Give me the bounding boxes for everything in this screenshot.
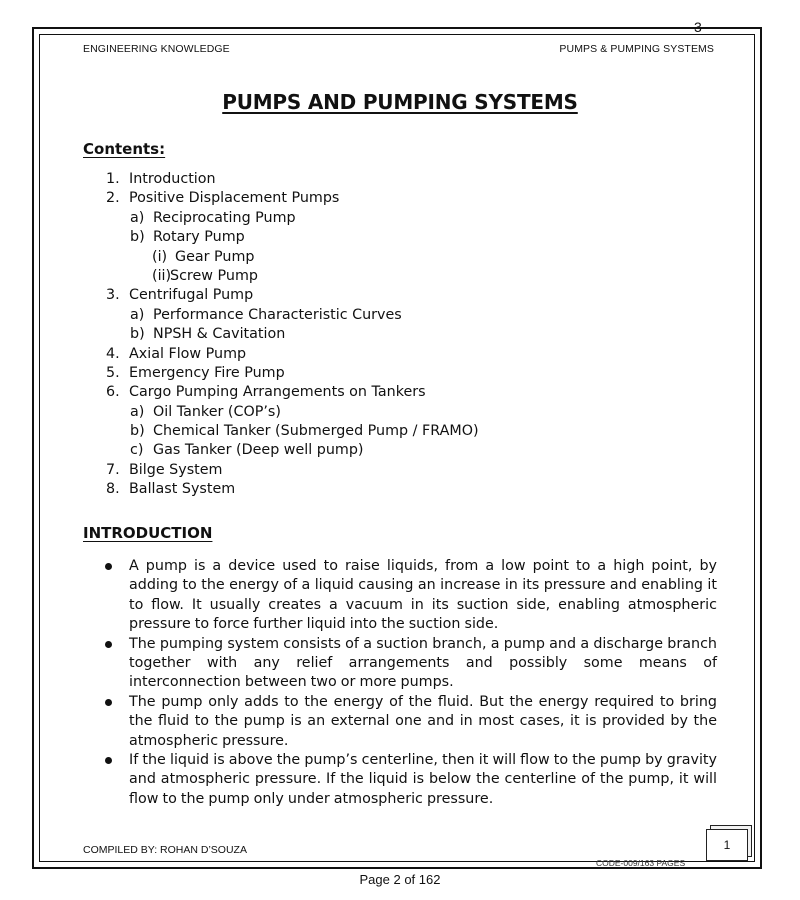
bullet-icon xyxy=(105,563,112,570)
document-code: CODE-009/163 PAGES xyxy=(596,858,686,868)
toc-item-number: 1. xyxy=(106,171,120,187)
toc-item xyxy=(0,345,800,364)
toc-subitem xyxy=(0,306,800,325)
toc-subsubitem xyxy=(0,267,800,286)
corner-page-number: 3 xyxy=(694,19,702,35)
toc-item-text: Positive Displacement Pumps xyxy=(129,190,340,207)
introduction-heading: INTRODUCTION xyxy=(83,524,213,542)
toc-item-text: Gas Tanker (Deep well pump) xyxy=(153,442,364,459)
header-left: ENGINEERING KNOWLEDGE xyxy=(83,43,230,55)
toc-item-text: Bilge System xyxy=(129,461,223,478)
bullet-item xyxy=(0,635,717,693)
toc-item-text: Screw Pump xyxy=(170,267,258,284)
toc-item-number: 8. xyxy=(106,481,120,498)
toc-item xyxy=(0,461,800,480)
page-number-box xyxy=(706,825,752,859)
bullet-icon xyxy=(105,641,112,648)
toc-item-text: Rotary Pump xyxy=(153,229,245,246)
toc-item-number: a) xyxy=(130,403,145,420)
contents-heading: Contents: xyxy=(83,140,166,158)
toc-subsubitem xyxy=(0,248,800,267)
toc-item-number: (ii) xyxy=(152,267,172,284)
footer-compiled-by: COMPILED BY: ROHAN D’SOUZA xyxy=(83,844,247,856)
toc-item-number: a) xyxy=(130,209,145,226)
toc-item xyxy=(0,364,800,383)
toc-item-text: Chemical Tanker (Submerged Pump / FRAMO) xyxy=(153,423,479,440)
toc-item-number: 2. xyxy=(106,190,120,207)
toc-item-text: Introduction xyxy=(129,171,216,187)
toc-item-text: Reciprocating Pump xyxy=(153,209,296,226)
toc-item xyxy=(0,383,800,402)
toc-item-number: a) xyxy=(130,306,145,323)
toc-item-text: Performance Characteristic Curves xyxy=(153,306,402,323)
toc-item-text: Emergency Fire Pump xyxy=(129,364,285,381)
toc-item-text: Cargo Pumping Arrangements on Tankers xyxy=(129,384,426,401)
document-title: PUMPS AND PUMPING SYSTEMS xyxy=(222,90,578,114)
toc-subitem xyxy=(0,228,800,247)
toc-item-text: Ballast System xyxy=(129,481,236,498)
toc-subitem xyxy=(0,209,800,228)
bullet-icon xyxy=(105,699,112,706)
bullet-text: If the liquid is above the pump’s centerline, then it will flow to the pump by gravity and atmospheric pressure. If the liquid is below the centerline of the pump, it will flow to the pump only under atmospheric pressure. xyxy=(129,752,717,807)
toc-item-number: 3. xyxy=(106,287,120,304)
toc-item-number: 4. xyxy=(106,345,120,362)
toc-subitem xyxy=(0,325,800,344)
toc-item-text: Centrifugal Pump xyxy=(129,287,254,304)
toc-item-text: Axial Flow Pump xyxy=(129,345,247,362)
introduction-bullets xyxy=(0,557,800,809)
toc-item-number: 5. xyxy=(106,364,120,381)
toc-item xyxy=(0,286,800,305)
page-number: 1 xyxy=(706,829,748,861)
toc-item-number: 7. xyxy=(106,461,120,478)
toc-item-text: Oil Tanker (COP’s) xyxy=(153,403,281,420)
toc-subitem xyxy=(0,403,800,422)
bullet-item xyxy=(0,693,717,751)
toc-item-number: b) xyxy=(130,423,145,440)
bullet-icon xyxy=(105,757,112,764)
bullet-text: A pump is a device used to raise liquids, from a low point to a high point, by adding to the energy of a liquid causing an increase in its pressure and enabling it to flow. It usually creates a vacuum in its suction side, enabling atmospheric pressure to force further liquid into the suction side. xyxy=(129,558,717,633)
bullet-text: The pumping system consists of a suction branch, a pump and a discharge branch together with any relief arrangements and possibly some means of interconnection between two or more pumps. xyxy=(129,635,717,691)
toc-item-number: b) xyxy=(130,326,145,343)
page-indicator: Page 2 of 162 xyxy=(359,872,441,887)
toc-item-number: b) xyxy=(130,229,145,246)
header-right: PUMPS & PUMPING SYSTEMS xyxy=(559,43,714,55)
toc-item-text: Gear Pump xyxy=(175,248,255,265)
toc-item-number: c) xyxy=(130,442,144,459)
table-of-contents xyxy=(0,170,800,500)
bullet-item xyxy=(0,557,717,635)
toc-item xyxy=(0,170,800,189)
bullet-item xyxy=(0,751,717,809)
toc-item xyxy=(0,480,800,499)
bullet-text: The pump only adds to the energy of the fluid. But the energy required to bring the fluid to the pump is an external one and in most cases, it is provided by the atmospheric pressure. xyxy=(129,693,717,749)
toc-subitem xyxy=(0,441,800,460)
toc-subitem xyxy=(0,422,800,441)
toc-item xyxy=(0,189,800,208)
toc-item-number: (i) xyxy=(152,248,168,265)
toc-item-text: NPSH & Cavitation xyxy=(153,326,286,343)
toc-item-number: 6. xyxy=(106,384,120,401)
